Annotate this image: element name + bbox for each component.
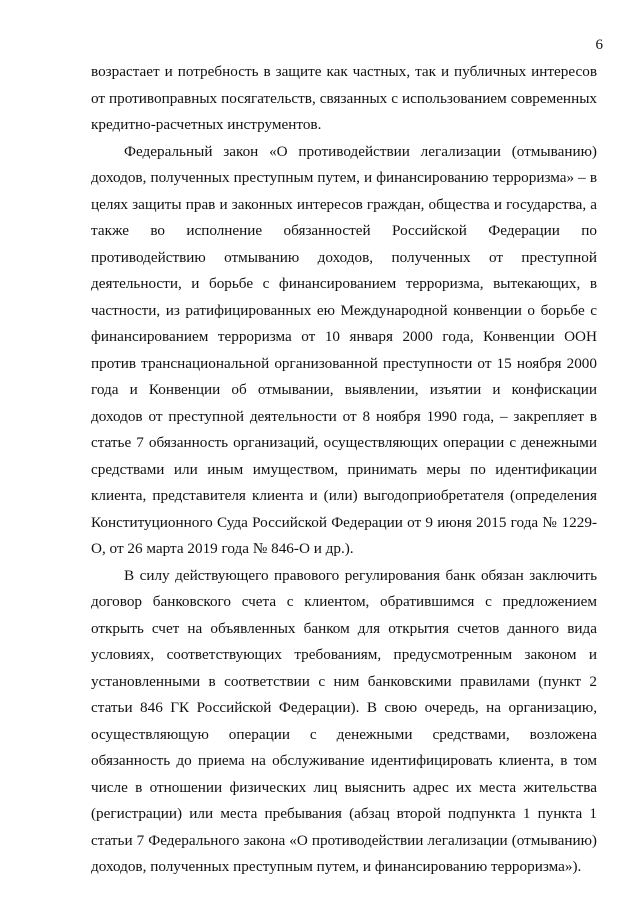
- text-line: деятельности, и борьбе с финансированием терроризма, вытекающих, в: [91, 275, 597, 292]
- text-line: статье 7 обязанность организаций, осуществляющих операции с денежными: [91, 434, 597, 451]
- text-line: статьи 7 Федерального закона «О противодействии легализации (отмыванию): [91, 832, 597, 849]
- text-line: противодействию отмыванию доходов, полученных от преступной: [91, 249, 597, 266]
- text-line: клиента, представителя клиента и (или) выгодоприобретателя (определения: [91, 487, 597, 504]
- text-line: установленными в соответствии с ним банковскими правилами (пункт 2: [91, 673, 597, 690]
- text-line: осуществляющую операции с денежными средствами, возложена: [91, 726, 597, 743]
- text-line: числе в отношении физических лиц выяснить адрес их места жительства: [91, 779, 597, 796]
- text-line: средствами или иным имуществом, принимать меры по идентификации: [91, 461, 597, 478]
- text-line: обязанность до приема на обслуживание идентифицировать клиента, в том: [91, 752, 597, 769]
- text-line: доходов, полученных преступным путем, и финансированию терроризма»).: [91, 858, 582, 875]
- text-line: (регистрации) или места пребывания (абзац второй подпункта 1 пункта 1: [91, 805, 597, 822]
- text-line: открыть счет на объявленных банком для открытия счетов данного вида: [91, 620, 597, 637]
- text-line: В силу действующего правового регулирования банк обязан заключить: [124, 567, 597, 584]
- page-number: 6: [595, 37, 603, 53]
- text-line: года и Конвенции об отмывании, выявлении, изъятии и конфискации: [91, 381, 597, 398]
- text-line: доходов, полученных преступным путем, и финансированию терроризма» – в: [91, 169, 597, 186]
- text-line: условиях, соответствующих требованиям, предусмотренным законом и: [91, 646, 597, 663]
- text-line: Конституционного Суда Российской Федерации от 9 июня 2015 года № 1229-: [91, 514, 597, 531]
- text-line: финансированием терроризма от 10 января 2000 года, Конвенции ООН: [91, 328, 597, 345]
- text-line: от противоправных посягательств, связанных с использованием современных: [91, 90, 597, 107]
- text-line: возрастает и потребность в защите как частных, так и публичных интересов: [91, 63, 597, 80]
- text-line: целях защиты прав и законных интересов граждан, общества и государства, а: [91, 196, 597, 213]
- text-line: против транснациональной организованной преступности от 15 ноября 2000: [91, 355, 597, 372]
- text-line: доходов от преступной деятельности от 8 ноября 1990 года, – закрепляет в: [91, 408, 597, 425]
- text-line: кредитно-расчетных инструментов.: [91, 116, 322, 133]
- text-line: статьи 846 ГК Российской Федерации). В свою очередь, на организацию,: [91, 699, 597, 716]
- text-line: Федеральный закон «О противодействии легализации (отмыванию): [124, 143, 597, 160]
- text-line: О, от 26 марта 2019 года № 846-О и др.).: [91, 540, 354, 557]
- text-line: также во исполнение обязанностей Российской Федерации по: [91, 222, 597, 239]
- text-line: договор банковского счета с клиентом, обратившимся с предложением: [91, 593, 597, 610]
- text-line: частности, из ратифицированных ею Международной конвенции о борьбе с: [91, 302, 597, 319]
